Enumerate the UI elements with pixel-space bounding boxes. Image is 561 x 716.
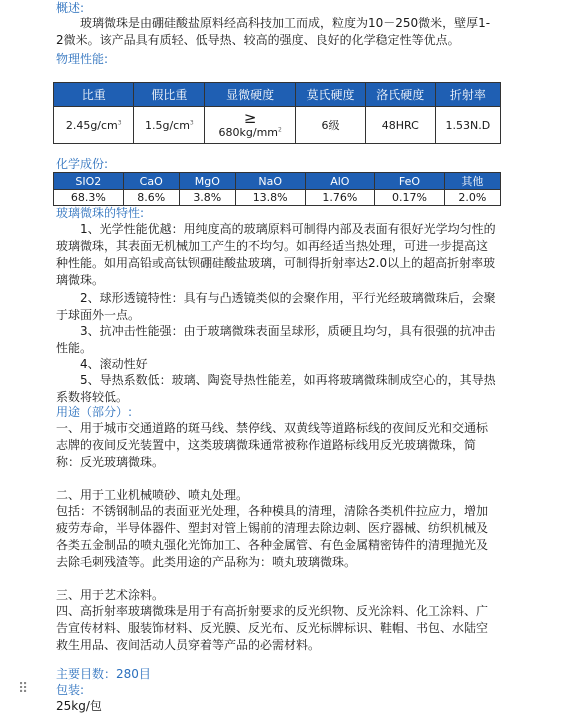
chemical-composition-table (53, 172, 501, 206)
value-mgo: 3.8% (179, 190, 235, 206)
usage-high-refraction: 四、高折射率玻璃微珠是用于有高折射要求的反光织物、反光涂料、化工涂料、广告宣传材料、服装饰材料、反光膜、反光布、反光标牌标识、鞋帽、书包、水陆空救生用品、夜间活动人员穿着等产品的必需材料。 (56, 604, 489, 652)
value-refractive-index: 1.53N.D (435, 107, 500, 144)
header-bulk-gravity: 假比重 (134, 83, 205, 107)
header-mohs-hardness: 莫氏硬度 (296, 83, 366, 107)
ge-symbol: ≥ (243, 109, 257, 127)
value-alo: 1.76% (305, 190, 375, 206)
chemical-header-row (54, 173, 501, 190)
value-cao: 8.6% (123, 190, 179, 206)
header-sio2: SIO2 (54, 173, 124, 190)
value-bulk-gravity: $1.5g/cm^3$ (134, 107, 205, 144)
mesh-line (56, 666, 151, 682)
property-optical: 1、光学性能优越：用纯度高的玻璃原料可制得内部及表面有很好光学均匀性的玻璃微珠，其表面无机械加工产生的不均匀。如再经适当热处理，可进一步提高这种性能。如用高铅或高钛钡硼硅酸盐玻璃，可制得折射率达2.0以上的超高折射率玻璃微珠。 (56, 222, 496, 287)
header-rockwell-hardness: 洛氏硬度 (365, 83, 435, 107)
value-other: 2.0% (444, 190, 500, 206)
usage-heading: 用途（部分）: (56, 405, 133, 419)
header-nao: NaO (235, 173, 305, 190)
header-micro-hardness: 显微硬度 (205, 83, 296, 107)
usage-art-coating: 三、用于艺术涂料。 (56, 588, 165, 602)
usage-industrial: 二、用于工业机械喷砂、喷丸处理。 (56, 488, 249, 502)
header-alo: AlO (305, 173, 375, 190)
properties-heading: 玻璃微珠的特性: (56, 206, 145, 220)
physical-header-row (54, 83, 501, 107)
value-specific-gravity: $2.45g/cm^3$ (54, 107, 134, 144)
usage-traffic: 一、用于城市交通道路的斑马线、禁停线、双黄线等道路标线的夜间反光和交通标志牌的夜间反光装置中，这类玻璃微珠通常被称作道路标线用反光玻璃微珠，简称：反光玻璃微珠。 (56, 421, 489, 469)
header-refractive-index: 折射率 (435, 83, 500, 107)
value-mohs-hardness: 6级 (296, 107, 366, 144)
physical-properties-table (53, 82, 501, 144)
physical-heading: 物理性能: (56, 52, 109, 66)
value-nao: 13.8% (235, 190, 305, 206)
value-feo: 0.17% (375, 190, 445, 206)
header-feo: FeO (375, 173, 445, 190)
overview-text: 玻璃微珠是由硼硅酸盐原料经高科技加工而成，粒度为10－250微米，壁厚1-2微米。该产品具有质轻、低导热、较高的强度、良好的化学稳定性等优点。 (56, 16, 491, 47)
mesh-label: 主要目数： (56, 667, 117, 681)
drag-handle-icon[interactable]: ⠿ (18, 681, 29, 697)
value-sio2: 68.3% (54, 190, 124, 206)
physical-value-row (54, 107, 501, 144)
packaging-value: 25kg/包 (56, 699, 102, 713)
chemical-value-row (54, 190, 501, 206)
header-cao: CaO (123, 173, 179, 190)
header-mgo: MgO (179, 173, 235, 190)
mesh-value: 280目 (116, 667, 151, 681)
property-lens: 2、球形透镜特性：具有与凸透镜类似的会聚作用，平行光经玻璃微珠后，会聚于球面外一点。 (56, 291, 496, 322)
packaging-heading: 包装: (56, 683, 85, 697)
property-thermal: 5、导热系数低：玻璃、陶瓷导热性能差，如再将玻璃微珠制成空心的，其导热系数将较低。 (56, 373, 496, 404)
overview-heading: 概述: (56, 1, 85, 15)
value-rockwell-hardness: 48HRC (365, 107, 435, 144)
property-impact: 3、抗冲击性能强：由于玻璃微珠表面呈球形，质硬且均匀，具有很强的抗冲击性能。 (56, 324, 496, 355)
property-rolling: 4、滚动性好 (80, 357, 148, 371)
chemical-heading: 化学成份: (56, 157, 109, 171)
value-micro-hardness: ≥ $680kg/mm^2$ (205, 107, 296, 144)
header-specific-gravity: 比重 (54, 83, 134, 107)
usage-industrial-detail: 包括：不锈钢制品的表面亚光处理，各种模具的清理，清除各类机件拉应力，增加疲劳寿命，半导体器件、塑封对管上锡前的清理去除边刺、医疗器械、纺织机械及各类五金制品的喷丸强化光饰加工、各种金属管、有色金属精密铸件的清理抛光及去除毛刺残渣等。此类用途的产品称为：喷丸玻璃微珠。 (56, 504, 489, 569)
header-other: 其他 (444, 173, 500, 190)
